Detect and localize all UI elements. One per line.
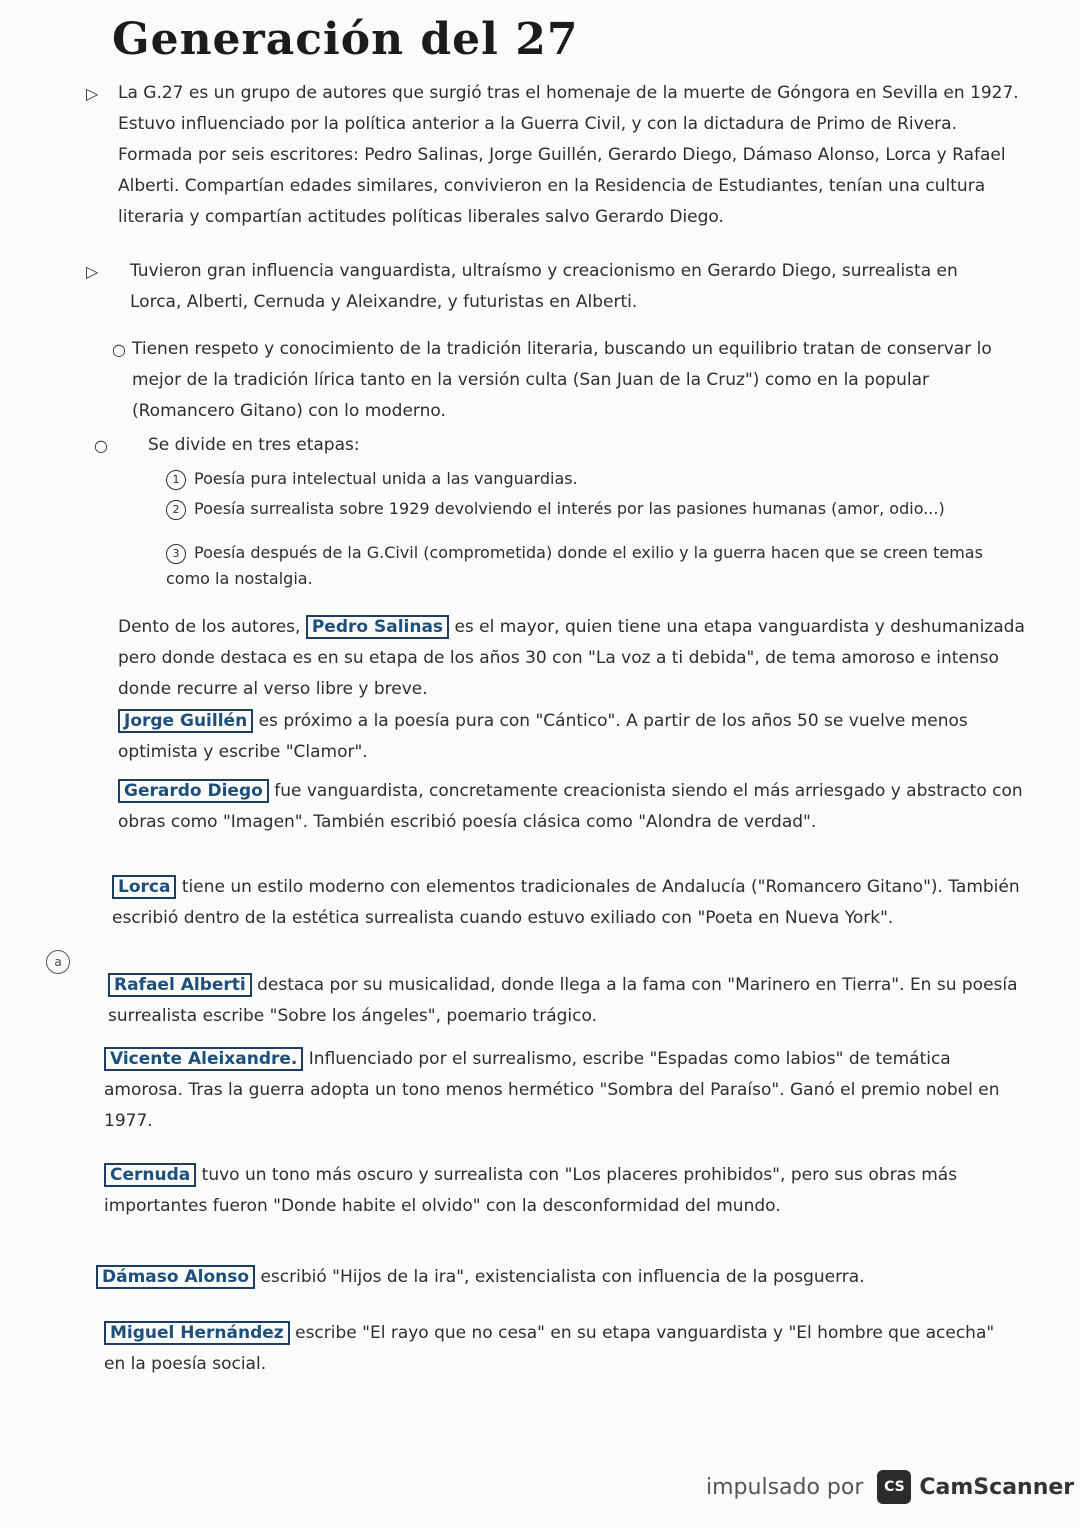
author-entry-alberti <box>108 970 1028 1032</box>
author-text: destaca por su musicalidad, donde llega a la fama con "Marinero en Tierra". En su poesía surrealista escribe "Sobre los ángeles", poemario trágico. <box>108 975 1018 1026</box>
author-text: fue vanguardista, concretamente creacionista siendo el más arriesgado y abstracto con obras como "Imagen". También escribió poesía clásica como "Alondra de verdad". <box>118 781 1023 832</box>
paragraph-intro: La G.27 es un grupo de autores que surgió tras el homenaje de la muerte de Góngora en Sevilla en 1927. Estuvo influenciado por la política anterior a la Guerra Civil, y con la dictadura de Primo de Rivera. Formada por seis escritores: Pedro Salinas, Jorge Guillén, Gerardo Diego, Dámaso Alonso, Lorca y Rafael Alberti. Compartían edades similares, convivieron en la Residencia de Estudiantes, tenían una cultura literaria y compartían actitudes políticas liberales salvo Gerardo Diego. <box>118 83 1019 227</box>
page-title: Generación del 27 <box>112 14 579 65</box>
author-prefix: Dento de los autores, <box>118 617 306 637</box>
paragraph-influence: Tuvieron gran influencia vanguardista, ultraísmo y creacionismo en Gerardo Diego, surrealista en Lorca, Alberti, Cernuda y Aleixandre, y futuristas en Alberti. <box>130 261 958 312</box>
paragraph-stages-intro: Se divide en tres etapas: <box>148 435 360 455</box>
stage-item <box>166 540 1006 592</box>
author-text: es próximo a la poesía pura con "Cántico". A partir de los años 50 se vuelve menos optimista y escribe "Clamor". <box>118 711 968 762</box>
bullet-circle-2: ○ <box>94 436 108 455</box>
author-entry-salinas <box>118 612 1028 705</box>
stage-number: 3 <box>166 544 186 564</box>
stage-item <box>166 466 1006 492</box>
stage-number: 1 <box>166 470 186 490</box>
author-name: Pedro Salinas <box>306 615 449 639</box>
bullet-arrow-1: ▷ <box>86 84 99 103</box>
watermark-text: impulsado por <box>706 1474 864 1500</box>
author-text: es el mayor, quien tiene una etapa vanguardista y deshumanizada pero donde destaca es en su etapa de los años 30 con "La voz a ti debida", de tema amoroso e intenso donde recurre al verso libre y breve. <box>118 617 1025 699</box>
author-entry-cernuda <box>104 1160 1032 1222</box>
author-entry-hernandez <box>104 1318 1004 1380</box>
author-entry-lorca <box>112 872 1032 934</box>
author-entry-diego <box>118 776 1028 838</box>
stage-text: Poesía surrealista sobre 1929 devolviendo el interés por las pasiones humanas (amor, odio...) <box>194 499 945 518</box>
author-name: Lorca <box>112 875 176 899</box>
stage-text: Poesía pura intelectual unida a las vanguardias. <box>194 469 578 488</box>
stage-number: 2 <box>166 500 186 520</box>
author-name: Gerardo Diego <box>118 779 269 803</box>
camscanner-logo-icon: CS <box>877 1470 911 1504</box>
author-text: tuvo un tono más oscuro y surrealista con "Los placeres prohibidos", pero sus obras más importantes fueron "Donde habite el olvido" con la desconformidad del mundo. <box>104 1165 958 1216</box>
watermark-brand: CamScanner <box>919 1474 1075 1500</box>
author-entry-aleixandre <box>104 1044 1032 1137</box>
author-text: escribió "Hijos de la ira", existencialista con influencia de la posguerra. <box>260 1267 865 1287</box>
author-name: Miguel Hernández <box>104 1321 290 1345</box>
bullet-circle-1: ○ <box>112 340 126 359</box>
author-name: Cernuda <box>104 1163 196 1187</box>
author-entry-guillen <box>118 706 1028 768</box>
stage-item <box>166 496 1006 522</box>
camscanner-watermark <box>706 1470 1074 1504</box>
bullet-arrow-2: ▷ <box>86 262 99 281</box>
author-entry-alonso <box>96 1262 1032 1293</box>
author-text: escribe "El rayo que no cesa" en su etapa vanguardista y "El hombre que acecha" en la poesía social. <box>104 1323 995 1374</box>
author-name: Jorge Guillén <box>118 709 253 733</box>
author-name: Dámaso Alonso <box>96 1265 255 1289</box>
author-name: Vicente Aleixandre. <box>104 1047 303 1071</box>
author-text: tiene un estilo moderno con elementos tradicionales de Andalucía ("Romancero Gitano"). También escribió dentro de la estética surrealista cuando estuvo exiliado con "Poeta en Nueva York". <box>112 877 1020 928</box>
author-text: Influenciado por el surrealismo, escribe "Espadas como labios" de temática amorosa. Tras la guerra adopta un tono menos hermético "Sombra del Paraíso". Ganó el premio nobel en 1977. <box>104 1049 1000 1131</box>
margin-annotation: a <box>46 950 70 974</box>
paragraph-tradition: Tienen respeto y conocimiento de la tradición literaria, buscando un equilibrio tratan de conservar lo mejor de la tradición lírica tanto en la versión culta (San Juan de la Cruz") como en la popular (Romancero Gitano) con lo moderno. <box>132 339 992 421</box>
stage-text: Poesía después de la G.Civil (comprometida) donde el exilio y la guerra hacen que se creen temas como la nostalgia. <box>166 543 983 588</box>
author-name: Rafael Alberti <box>108 973 252 997</box>
